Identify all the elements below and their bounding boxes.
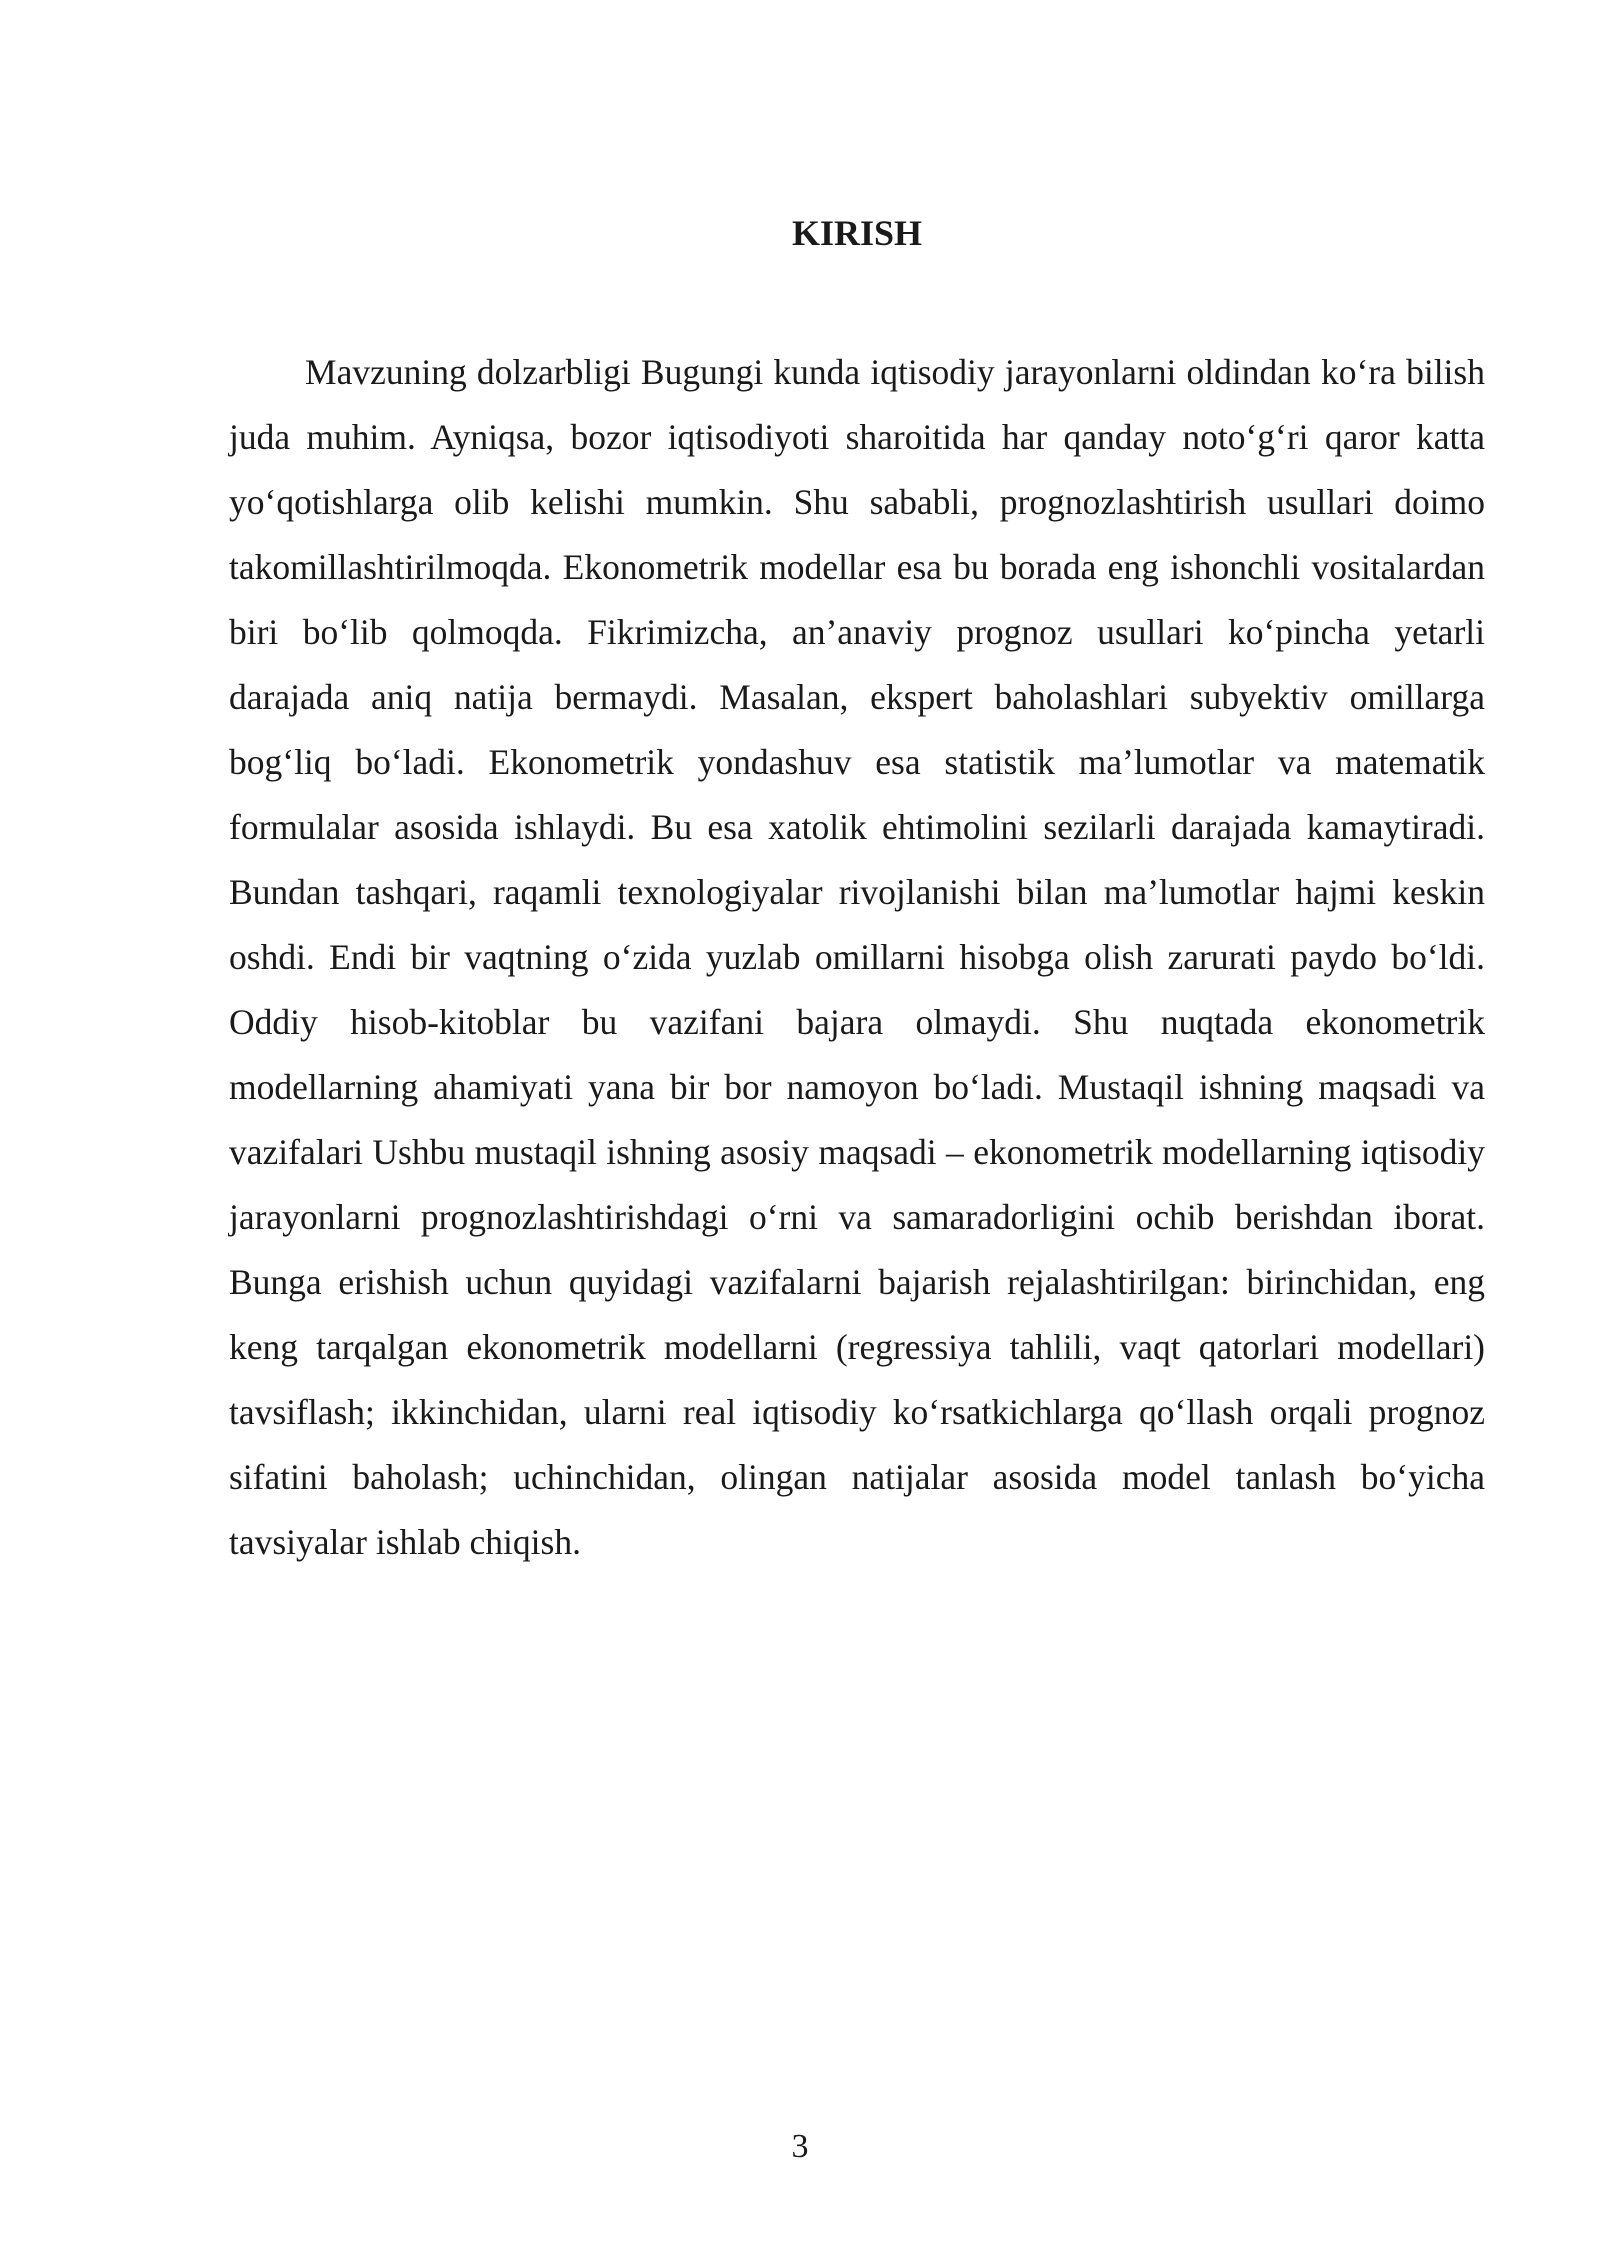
body-paragraph: Mavzuning dolzarbligi Bugungi kunda iqtisodiy jarayonlarni oldindan ko‘ra bilish juda muhim. Ayniqsa, bozor iqtisodiyoti sharoitida har qanday noto‘g‘ri qaror katta yo‘qotishlarga olib kelishi mumkin. Shu sababli, prognozlashtirish usullari doimo takomillashtirilmoqda. Ekonometrik modellar esa bu borada eng ishonchli vositalardan biri bo‘lib qolmoqda. Fikrimizcha, an’anaviy prognoz usullari ko‘pincha yetarli darajada aniq natija bermaydi. Masalan, ekspert baholashlari subyektiv omillarga bog‘liq bo‘ladi. Ekonometrik yondashuv esa statistik ma’lumotlar va matematik formulalar asosida ishlaydi. Bu esa xatolik ehtimolini sezilarli darajada kamaytiradi. Bundan tashqari, raqamli texnologiyalar rivojlanishi bilan ma’lumotlar hajmi keskin oshdi. Endi bir vaqtning o‘zida yuzlab omillarni hisobga olish zarurati paydo bo‘ldi. Oddiy hisob-kitoblar bu vazifani bajara olmaydi. Shu nuqtada ekonometrik modellarning ahamiyati yana bir bor namoyon bo‘ladi. Mustaqil ishning maqsadi va vazifalari Ushbu mustaqil ishning asosiy maqsadi – ekonometrik modellarning iqtisodiy jarayonlarni prognozlashtirishdagi o‘rni va samaradorligini ochib berishdan iborat. Bunga erishish uchun quyidagi vazifalarni bajarish rejalashtirilgan: birinchidan, eng keng tarqalgan ekonometrik modellarni (regressiya tahlili, vaqt qatorlari modellari) tavsiflash; ikkinchidan, ularni real iqtisodiy ko‘rsatkichlarga qo‘llash orqali prognoz sifatini baholash; uchinchidan, olingan natijalar asosida model tanlash bo‘yicha tavsiyalar ishlab chiqish. [229, 352, 1485, 1562]
page-heading: KIRISH [791, 213, 923, 253]
page-number: 3 [791, 2128, 809, 2165]
heading-container [229, 212, 1485, 254]
